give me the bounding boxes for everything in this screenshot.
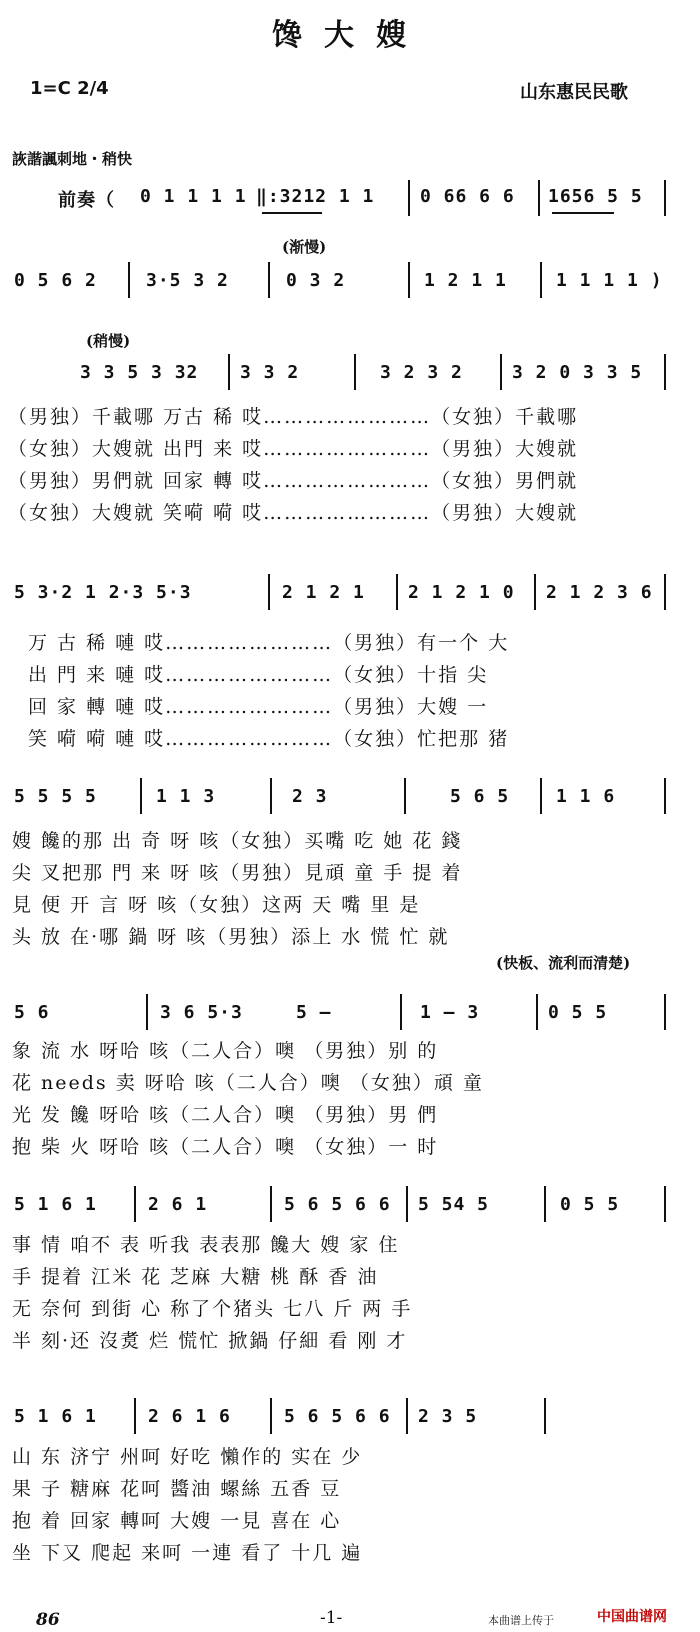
- lyric-line: （男独）男們就 回家 轉 哎……………………（女独）男們就: [8, 470, 579, 492]
- beam: [262, 212, 322, 214]
- measure: 1656 5 5: [548, 186, 643, 207]
- barline: [134, 1398, 136, 1434]
- measure: 2 3 5: [418, 1406, 478, 1427]
- barline: [664, 1186, 666, 1222]
- measure: 0 5 5: [560, 1194, 620, 1215]
- barline: [408, 180, 410, 216]
- barline: [540, 262, 542, 298]
- measure: 3 6 5·3: [160, 1002, 243, 1023]
- measure: 5 3·2 1 2·3 5·3: [14, 582, 192, 603]
- lyric-line: 花 needs 卖 呀哈 咳（二人合）噢 （女独）頑 童: [12, 1072, 484, 1094]
- lyric-line: 出 門 来 嗹 哎……………………（女独）十指 尖: [28, 664, 489, 686]
- beam: [552, 212, 614, 214]
- tempo-change-label: (渐慢): [282, 238, 327, 256]
- lyric-line: 抱 柴 火 呀哈 咳（二人合）噢 （女独）一 时: [12, 1136, 439, 1158]
- barline: [400, 994, 402, 1030]
- measure: 0 66 6 6: [420, 186, 515, 207]
- barline: [270, 778, 272, 814]
- key-signature: 1=C 2/4: [30, 78, 109, 99]
- lyric-line: 見 便 开 言 呀 咳（女独）这两 天 嘴 里 是: [12, 894, 421, 916]
- measure: 3 3 2: [240, 362, 300, 383]
- lyric-line: （女独）大嫂就 笑嗬 嗬 哎……………………（男独）大嫂就: [8, 502, 579, 524]
- lyric-line: 坐 下又 爬起 来呵 一連 看了 十几 遍: [12, 1542, 363, 1564]
- song-title: 馋大嫂: [272, 18, 428, 53]
- measure: 1 1 3: [156, 786, 216, 807]
- measure: 2 6 1: [148, 1194, 208, 1215]
- measure: 3·5 3 2: [146, 270, 229, 291]
- measure: 3 2 3 2: [380, 362, 463, 383]
- lyric-line: 抱 着 回家 轉呵 大嫂 一見 喜在 心: [12, 1510, 342, 1532]
- measure: 2 6 1 6: [148, 1406, 231, 1427]
- lyric-line: 光 发 饞 呀哈 咳（二人合）噢 （男独）男 們: [12, 1104, 439, 1126]
- tempo-change-label: (稍慢): [86, 332, 131, 350]
- page-number: -1-: [320, 1608, 343, 1628]
- barline: [664, 778, 666, 814]
- measure: 5 6 5 6 6: [284, 1406, 391, 1427]
- measure: 5 1 6 1: [14, 1194, 97, 1215]
- measure: 5 6: [14, 1002, 50, 1023]
- barline: [544, 1398, 546, 1434]
- lyric-line: 果 子 糖麻 花呵 醬油 螺絲 五香 豆: [12, 1478, 342, 1500]
- barline: [664, 180, 666, 216]
- measure: 0 5 5: [548, 1002, 608, 1023]
- lyric-line: 半 刻·还 沒煑 烂 慌忙 掀鍋 仔細 看 刚 才: [12, 1330, 408, 1352]
- lyric-line: 尖 叉把那 門 来 呀 咳（男独）見頑 童 手 提 着: [12, 862, 463, 884]
- lyric-line: 头 放 在·哪 鍋 呀 咳（男独）添上 水 慌 忙 就: [12, 926, 450, 948]
- tempo-change-label: (快板、流利而清楚): [496, 954, 631, 972]
- barline: [536, 994, 538, 1030]
- song-source: 山东惠民民歌: [520, 82, 628, 103]
- barline: [500, 354, 502, 390]
- measure: 1 1 6: [556, 786, 616, 807]
- tempo-marking: 詼諧諷刺地・稍快: [12, 150, 133, 168]
- barline: [134, 1186, 136, 1222]
- measure: ‖:3212 1 1: [256, 186, 375, 207]
- measure: 3 2 0 3 3 5: [512, 362, 643, 383]
- upload-note: 本曲谱上传于: [488, 1614, 554, 1627]
- measure: 2 1 2 3 6: [546, 582, 653, 603]
- lyric-line: （男独）千載哪 万古 稀 哎……………………（女独）千載哪: [8, 406, 579, 428]
- lyric-line: （女独）大嫂就 出門 来 哎……………………（男独）大嫂就: [8, 438, 579, 460]
- lyric-line: 象 流 水 呀哈 咳（二人合）噢 （男独）别 的: [12, 1040, 439, 1062]
- barline: [146, 994, 148, 1030]
- lyric-line: 山 东 济宁 州呵 好吃 懶作的 实在 少: [12, 1446, 363, 1468]
- barline: [140, 778, 142, 814]
- site-logo[interactable]: 中国曲谱网: [597, 1609, 667, 1625]
- barline: [128, 262, 130, 298]
- lyric-line: 无 奈何 到街 心 称了个猪头 七八 斤 两 手: [12, 1298, 413, 1320]
- barline: [406, 1398, 408, 1434]
- measure: 1 1 1 1 ): [556, 270, 663, 291]
- measure: 2 3: [292, 786, 328, 807]
- lyric-line: 嫂 饞的那 出 奇 呀 咳（女独）买嘴 吃 她 花 錢: [12, 830, 463, 852]
- barline: [540, 778, 542, 814]
- lyric-line: 事 情 咱不 表 听我 表表那 饞大 嫂 家 住: [12, 1234, 400, 1256]
- measure: 5 6 5: [450, 786, 510, 807]
- lyric-line: 笑 嗬 嗬 嗹 哎……………………（女独）忙把那 猪: [28, 728, 510, 750]
- barline: [664, 994, 666, 1030]
- barline: [270, 1186, 272, 1222]
- barline: [408, 262, 410, 298]
- barline: [406, 1186, 408, 1222]
- barline: [354, 354, 356, 390]
- barline: [228, 354, 230, 390]
- barline: [664, 574, 666, 610]
- measure: 2 1 2 1 0: [408, 582, 515, 603]
- barline: [544, 1186, 546, 1222]
- measure: 5 1 6 1: [14, 1406, 97, 1427]
- measure: 5 54 5: [418, 1194, 490, 1215]
- measure: 3 3 5 3 32: [80, 362, 199, 383]
- prelude-label: 前奏（: [58, 190, 115, 211]
- measure: 2 1 2 1: [282, 582, 365, 603]
- measure: 5 5 5 5: [14, 786, 97, 807]
- barline: [404, 778, 406, 814]
- measure: 0 1 1 1 1: [140, 186, 247, 207]
- measure: 0 3 2: [286, 270, 346, 291]
- barline: [534, 574, 536, 610]
- barline: [268, 262, 270, 298]
- barline: [396, 574, 398, 610]
- barline: [664, 354, 666, 390]
- lyric-line: 手 提着 江米 花 芝麻 大糖 桃 酥 香 油: [12, 1266, 379, 1288]
- measure: 1 — 3: [420, 1002, 480, 1023]
- barline: [268, 574, 270, 610]
- measure: 0 5 6 2: [14, 270, 97, 291]
- measure: 5 6 5 6 6: [284, 1194, 391, 1215]
- measure: 5 —: [296, 1002, 332, 1023]
- lyric-line: 回 家 轉 嗹 哎……………………（男独）大嫂 一: [28, 696, 489, 718]
- lyric-line: 万 古 稀 嗹 哎……………………（男独）有一个 大: [28, 632, 510, 654]
- page-number-left: 86: [36, 1610, 60, 1630]
- barline: [270, 1398, 272, 1434]
- measure: 1 2 1 1: [424, 270, 507, 291]
- barline: [538, 180, 540, 216]
